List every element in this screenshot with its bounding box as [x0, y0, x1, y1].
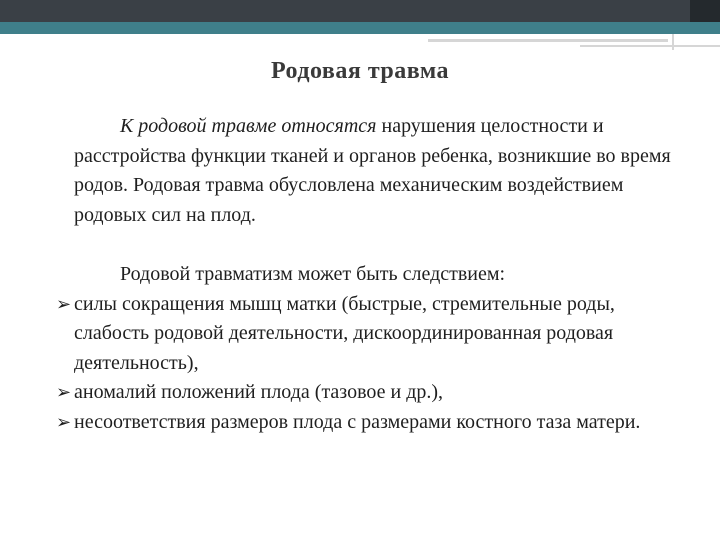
definition-italic: К родовой травме относятся: [120, 115, 377, 137]
list-item: [56, 378, 694, 408]
causes-list: [56, 290, 694, 438]
header-bar-corner: [690, 0, 720, 22]
arrow-bullet-icon: ➢: [56, 293, 72, 315]
list-item-text: аномалий положений плода (тазовое и др.),: [74, 381, 444, 403]
definition-text: нарушения целостности и расстройства функции тканей и органов ребенка, возникшие во время родов. Родовая травма обусловлена механическим воздействием родовых сил на плод.: [74, 115, 671, 226]
arrow-bullet-icon: ➢: [56, 411, 72, 433]
decorative-line: [428, 39, 668, 42]
causes-lead: Родовой травматизм может быть следствием:: [120, 263, 506, 285]
decorative-line: [672, 34, 674, 50]
list-item: [56, 290, 694, 379]
list-item-text: силы сокращения мышц матки (быстрые, стремительные роды, слабость родовой деятельности, дискоординированная родовая деятельность),: [74, 292, 615, 374]
list-item-text: несоответствия размеров плода с размерами костного таза матери.: [74, 410, 641, 433]
header-bar: [0, 0, 720, 22]
slide-title: Родовая травма: [270, 58, 450, 84]
slide-body: [56, 112, 694, 437]
spacer: [74, 230, 694, 260]
accent-stripe: [0, 22, 720, 34]
arrow-bullet-icon: ➢: [56, 382, 72, 403]
definition-paragraph: [74, 112, 694, 230]
list-item: [56, 408, 694, 438]
decorative-line: [580, 45, 720, 47]
